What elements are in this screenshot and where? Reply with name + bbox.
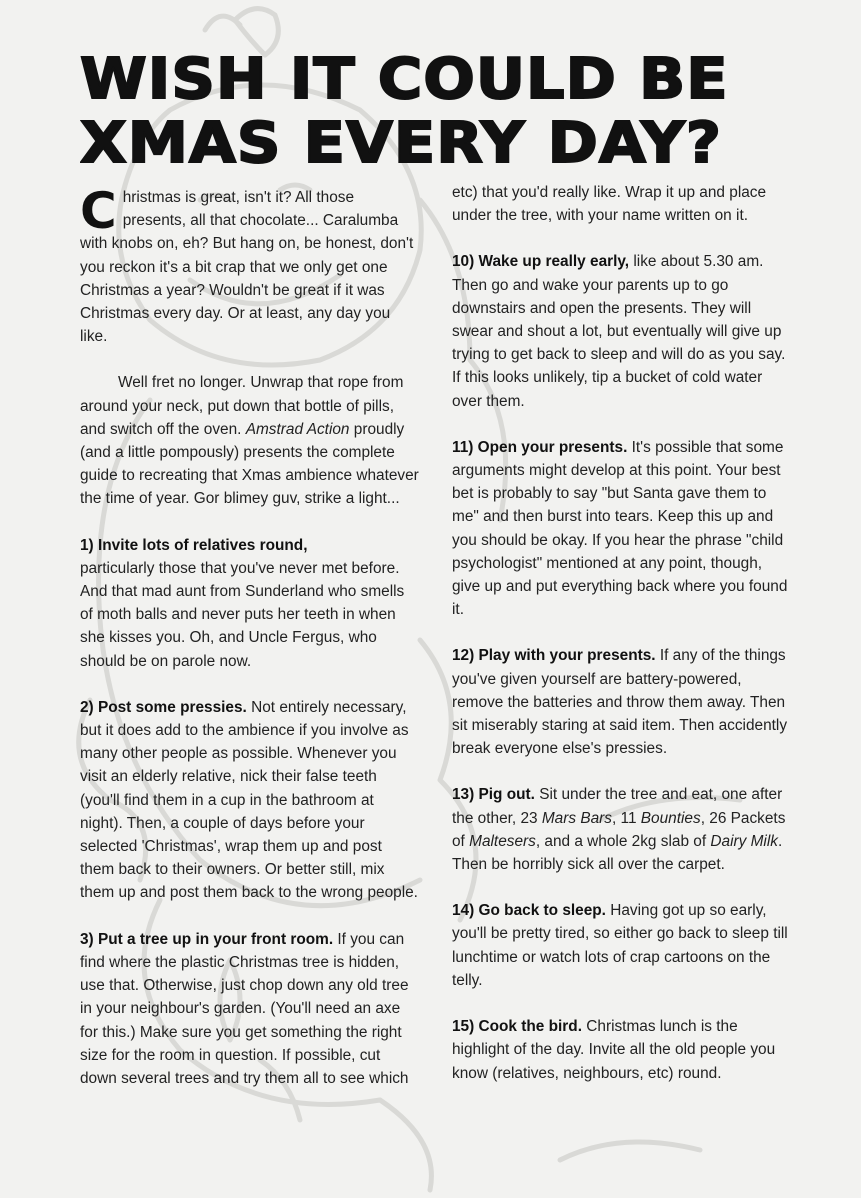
magazine-name: Amstrad Action [245,420,350,438]
list-item-continued [452,181,792,227]
item-text: . Then be horribly sick all over the carpet. [452,832,783,874]
headline-line-1: WISH IT COULD BE [80,47,729,112]
item-title: 10) Wake up really early, [452,253,630,271]
right-column [452,181,792,1085]
list-item [80,534,420,673]
item-title: 14) Go back to sleep. [452,902,606,920]
item-text: like about 5.30 am. Then go and wake your parents up to go downstairs and open the presents. They will swear and shout a lot, but eventually will give up trying to get back to sleep and will do as you say. If this looks unlikely, tip a bucket of cold water over them. [452,253,786,410]
list-item [80,696,420,905]
left-column [80,182,420,1090]
item-title: 3) Put a tree up in your front room. [80,930,334,948]
list-item [452,899,792,992]
item-text: If you can find where the plastic Christmas tree is hidden, use that. Otherwise, just chop down any old tree in your neighbour's garden. (You'll need an axe for this.) Make sure you get something the right size for the room in question. If possible, cut down several trees and try them all to see which [80,930,409,1087]
intro-paragraph [80,182,420,348]
list-item [452,783,792,876]
item-text: It's possible that some arguments might develop at this point. Your best bet is probably to say "but Santa gave them to me" and then burst into tears. Keep this up and you should be okay. If you hear the phrase "child psychologist" mentioned at any point, though, give up and put everything back where you found it. [452,438,788,619]
item-text: Not entirely necessary, but it does add to the ambience if you involve as many other people as possible. Whenever you visit an elderly relative, nick their false teeth (you'll find them in a cup in the bathroom at night). Then, a couple of days before your selected 'Christmas', wrap them up and post them back to their owners. Or better still, mix them up and post them back to the wrong people. [80,698,418,902]
item-text: particularly those that you've never met before. And that mad aunt from Sunderland who smells of moth balls and never puts her teeth in when she kisses you. Oh, and Uncle Fergus, who should be on parole now. [80,559,405,670]
item-title: 1) Invite lots of relatives round, [80,536,308,554]
product-name: Maltesers [469,832,536,850]
item-text: etc) that you'd really like. Wrap it up and place under the tree, with your name written on it. [452,184,767,225]
item-title: 13) Pig out. [452,786,535,804]
list-item [452,250,792,412]
item-text: , 26 Packets of [452,809,786,850]
item-title: 12) Play with your presents. [452,647,656,665]
item-text: Sit under the tree and eat, one after the other, 23 [452,786,783,827]
product-name: Mars Bars [541,809,612,827]
article-headline [80,48,858,176]
list-item [80,928,420,1090]
product-name: Dairy Milk [710,832,778,850]
intro-text-2b: proudly (and a little pompously) presents the complete guide to recreating that Xmas ambience whatever the time of year. Gor blimey guv, strike a light... [80,420,419,508]
headline-line-2: XMAS EVERY DAY? [80,111,723,176]
intro-paragraph-2 [80,371,420,510]
item-title: 11) Open your presents. [452,438,628,456]
item-text: If any of the things you've given yourself are battery-powered, remove the batteries and throw them away. Then sit miserably staring at said item. Then accidently break everyone else's pressies. [452,647,788,758]
list-item [452,436,792,622]
product-name: Bounties [640,809,701,827]
item-title: 15) Cook the bird. [452,1018,582,1036]
item-text: Having got up so early, you'll be pretty tired, so either go back to sleep till lunchtime or watch lots of crap cartoons on the telly. [452,902,788,989]
intro-text-2a: Well fret no longer. Unwrap that rope from around your neck, put down that bottle of pills, and switch off the oven. [80,374,404,438]
list-item [452,1015,792,1085]
item-text: , 11 [611,809,641,827]
drop-cap: C [80,182,117,240]
item-title: 2) Post some pressies. [80,698,247,716]
item-text: , and a whole 2kg slab of [535,832,711,850]
intro-text: hristmas is great, isn't it? All those presents, all that chocolate... Caralumba with knobs on, eh? But hang on, be honest, don't you reckon it's a bit crap that we only get one Christmas a year? Wouldn't be great if it was Christmas every day. Or at least, any day you like. [80,189,414,346]
item-text: Christmas lunch is the highlight of the day. Invite all the old people you know (relatives, neighbours, etc) round. [452,1018,776,1082]
list-item [452,644,792,760]
